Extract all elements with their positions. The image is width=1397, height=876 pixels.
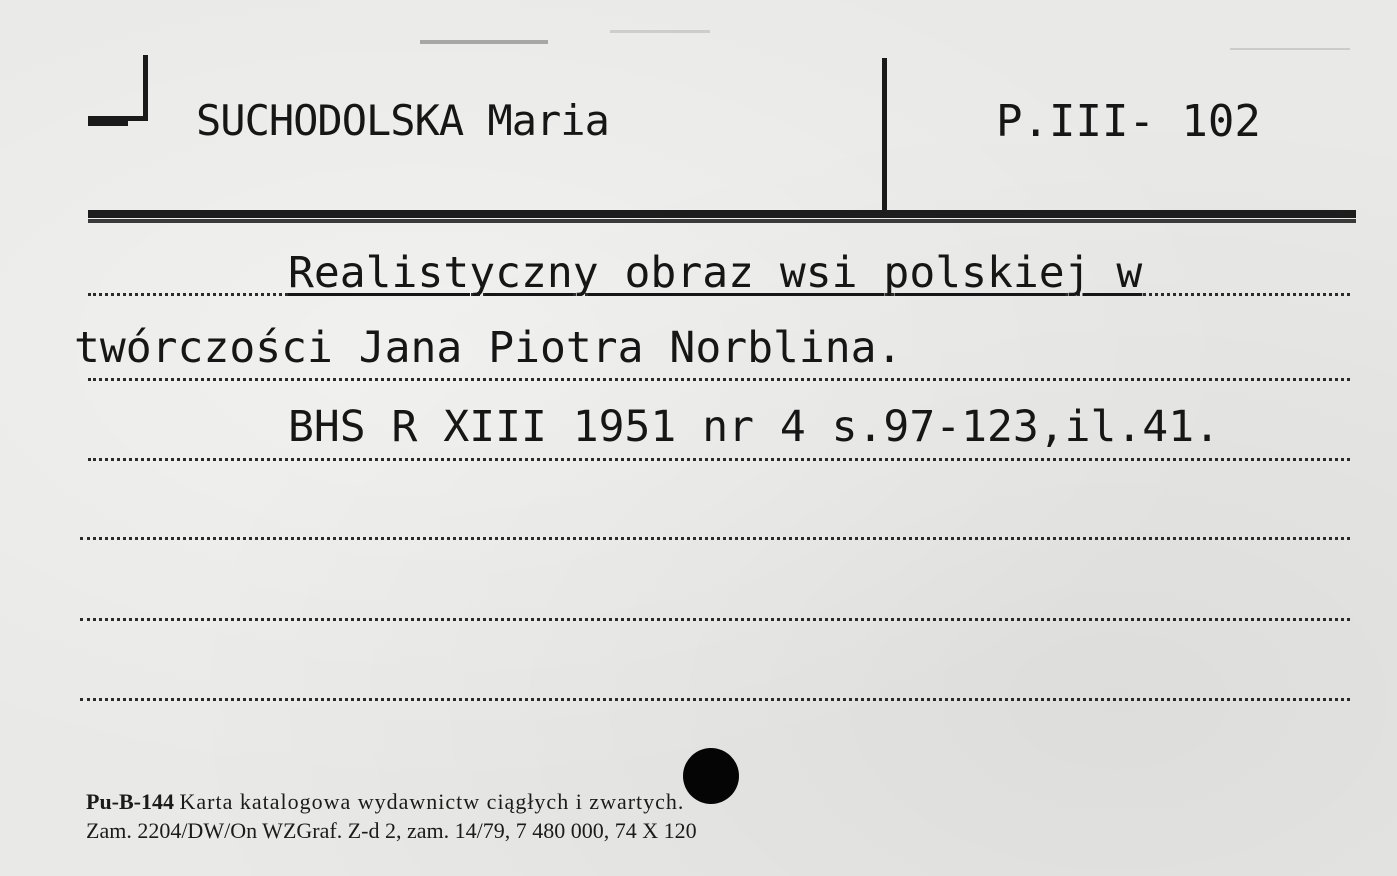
title-line-2: twórczości Jana Piotra Norblina. xyxy=(74,323,903,373)
author-heading: SUCHODOLSKA Maria xyxy=(196,96,609,145)
ruled-line-4 xyxy=(80,537,1350,540)
ruled-line-5 xyxy=(80,618,1350,621)
shelfmark: P.III- 102 xyxy=(996,96,1261,147)
footer-line-2: Zam. 2204/DW/On WZGraf. Z-d 2, zam. 14/79, 7 480 000, 74 X 120 xyxy=(86,818,697,843)
ruled-line-2 xyxy=(88,378,1350,381)
top-smudge xyxy=(610,30,710,33)
header-rule-shadow xyxy=(88,219,1356,223)
top-smudge xyxy=(1230,48,1350,50)
footer-line-1 xyxy=(86,789,684,815)
header-rule xyxy=(88,210,1356,218)
ruled-line-6 xyxy=(80,698,1350,701)
punch-hole xyxy=(683,748,739,804)
ruled-line-3 xyxy=(88,458,1350,461)
header-divider xyxy=(882,58,887,210)
source-line: BHS R XIII 1951 nr 4 s.97-123,il.41. xyxy=(288,402,1220,452)
top-smudge xyxy=(420,40,548,44)
form-description: Karta katalogowa wydawnictw ciągłych i zwartych. xyxy=(179,789,685,814)
title-line-1: Realistyczny obraz wsi polskiej w xyxy=(288,248,1143,298)
corner-bracket-mark xyxy=(88,55,150,121)
form-code: Pu-B-144 xyxy=(86,789,174,814)
